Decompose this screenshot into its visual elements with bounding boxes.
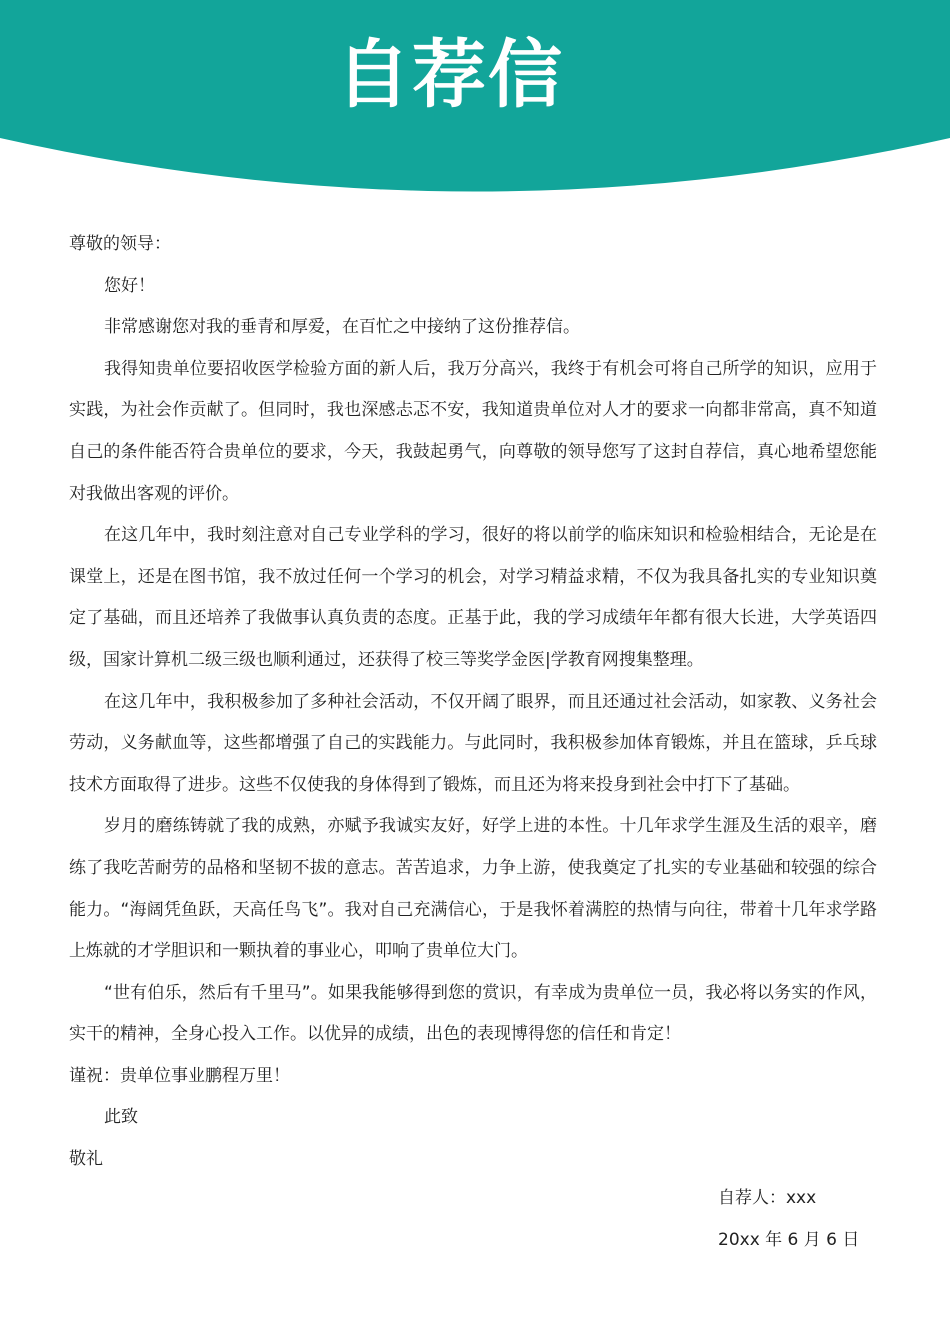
header-banner <box>0 0 950 200</box>
paragraph: “世有伯乐，然后有千里马”。如果我能够得到您的赏识，有幸成为贵单位一员，我必将以务实的作风，实干的精神，全身心投入工作。以优异的成绩，出色的表现博得您的信任和肯定！ <box>69 982 877 1045</box>
page-title: 自荐信 <box>336 32 564 118</box>
letter-body <box>69 224 877 1181</box>
closing-line-2: 敬礼 <box>69 1149 103 1170</box>
closing-line-1: 此致 <box>104 1107 138 1128</box>
paragraph: 在这几年中，我积极参加了多种社会活动，不仅开阔了眼界，而且还通过社会活动，如家教、义务社会劳动，义务献血等，这些都增强了自己的实践能力。与此同时，我积极参加体育锻炼，并且在篮球，乒乓球技术方面取得了进步。这些不仅使我的身体得到了锻炼，而且还为将来投身到社会中打下了基础。 <box>69 691 877 795</box>
paragraph: 岁月的磨练铸就了我的成熟，亦赋予我诚实友好，好学上进的本性。十几年求学生涯及生活的艰辛，磨练了我吃苦耐劳的品格和坚韧不拔的意志。苦苦追求，力争上游，使我奠定了扎实的专业基础和较强的综合能力。“海阔凭鱼跃，天高任鸟飞”。我对自己充满信心，于是我怀着满腔的热情与向往，带着十几年求学路上炼就的才学胆识和一颗执着的事业心，叩响了贵单位大门。 <box>69 816 877 962</box>
date: 20xx 年 6 月 6 日 <box>718 1229 860 1250</box>
greeting: 您好！ <box>104 275 155 296</box>
paragraph: 在这几年中，我时刻注意对自己专业学科的学习，很好的将以前学的临床知识和检验相结合，无论是在课堂上，还是在图书馆，我不放过任何一个学习的机会，对学习精益求精，不仅为我具备扎实的专业知识奠定了基础，而且还培养了我做事认真负责的态度。正基于此，我的学习成绩年年都有很大长进，大学英语四级，国家计算机二级三级也顺利通过，还获得了校三等奖学金医|学教育网搜集整理。 <box>69 525 877 670</box>
paragraph: 我得知贵单位要招收医学检验方面的新人后，我万分高兴，我终于有机会可将自己所学的知识，应用于实践，为社会作贡献了。但同时，我也深感忐忑不安，我知道贵单位对人才的要求一向都非常高，真不知道自己的条件能否符合贵单位的要求，今天，我鼓起勇气，向尊敬的领导您写了这封自荐信，真心地希望您能对我做出客观的评价。 <box>69 358 877 504</box>
wish-line: 谨祝：贵单位事业鹏程万里！ <box>69 1065 290 1086</box>
salutation: 尊敬的领导： <box>69 234 171 254</box>
signature-block <box>718 1178 918 1261</box>
signer: 自荐人：xxx <box>718 1188 817 1208</box>
paragraph: 非常感谢您对我的垂青和厚爱，在百忙之中接纳了这份推荐信。 <box>104 317 580 338</box>
